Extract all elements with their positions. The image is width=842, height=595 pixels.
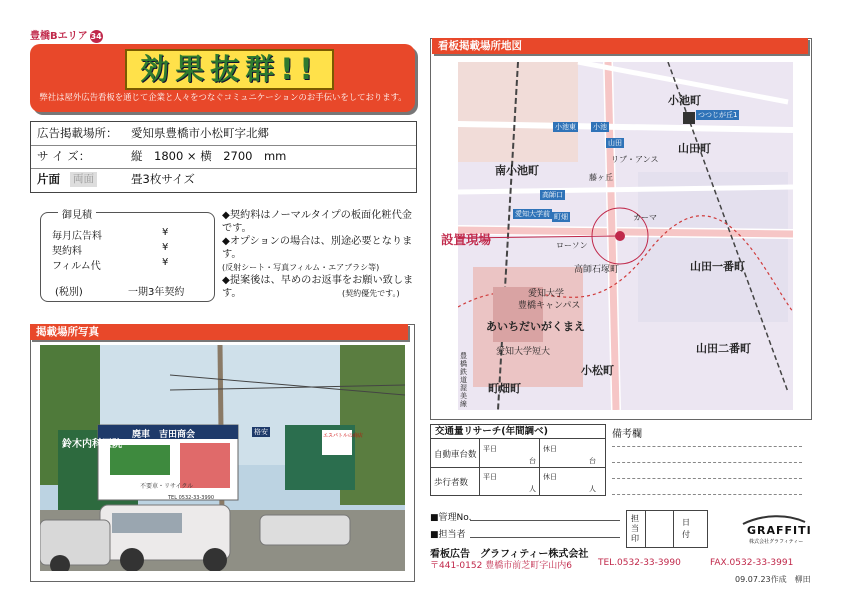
site-photo bbox=[40, 345, 405, 571]
side-label: 片面 bbox=[37, 172, 60, 186]
spec-table bbox=[30, 121, 417, 193]
weekday-label: 平日 bbox=[483, 473, 497, 481]
traffic-row-pedestrians bbox=[431, 468, 605, 496]
area-tag bbox=[30, 27, 103, 43]
photo-section-header: 掲載場所写真 bbox=[30, 324, 408, 340]
remarks-line bbox=[612, 446, 802, 447]
company-name: 看板広告 グラフィティー株式会社 bbox=[430, 549, 589, 560]
map-label: 豊橋鉄道渥美線 bbox=[460, 352, 467, 408]
stamp-label: 担当印 bbox=[631, 514, 639, 543]
headline-subtitle: 弊社は屋外広告看板を通じて企業と人々をつなぐコミュニケーションのお手伝いをしております。 bbox=[39, 92, 407, 102]
map-label: ローソン bbox=[556, 241, 588, 250]
area-label: 豊橋Bエリア bbox=[30, 31, 88, 42]
map-label: 町畑町 bbox=[488, 382, 521, 395]
traffic-divider bbox=[479, 439, 480, 495]
stamp-box bbox=[626, 510, 708, 548]
estimate-row-value: ¥ bbox=[162, 242, 169, 253]
map-label: 藤ヶ丘 bbox=[589, 173, 613, 182]
location-map bbox=[458, 62, 793, 410]
holiday-label: 休日 bbox=[543, 445, 557, 453]
date-label: 日付 bbox=[682, 518, 690, 539]
map-bus-label: つつじが丘1 bbox=[698, 111, 738, 119]
weekday-label: 平日 bbox=[483, 445, 497, 453]
estimate-row-label: 契約料 bbox=[52, 246, 82, 257]
site-label: 設置現場 bbox=[441, 232, 492, 247]
area-number-badge: 34 bbox=[90, 32, 102, 41]
location-value: 愛知県豊橋市小松町字北郷 bbox=[131, 126, 269, 140]
map-label: カーマ bbox=[633, 213, 657, 222]
car-count-label: 自動車台数 bbox=[434, 450, 477, 460]
estimate-row-label: 毎月広告料 bbox=[52, 231, 102, 242]
scrap-sign: 廃車 吉田商会 bbox=[132, 430, 196, 440]
location-label: 広告掲載場所： bbox=[37, 126, 118, 140]
clinic-sign: 鈴木内科医院 bbox=[62, 439, 122, 450]
map-label: 高師石塚町 bbox=[574, 265, 620, 275]
side-value: 畳3枚サイズ bbox=[131, 172, 195, 186]
note-3-sub: (契約優先です。) bbox=[342, 289, 400, 298]
sign-phone: TEL 0532-33-3990 bbox=[168, 495, 215, 501]
estimate-row bbox=[52, 227, 169, 242]
map-label: 愛知大学短大 bbox=[496, 347, 551, 357]
stamp-divider bbox=[645, 511, 646, 547]
spec-row-size bbox=[31, 145, 416, 169]
cheap-sign: 格安 bbox=[254, 428, 268, 436]
map-label: 小松町 bbox=[581, 364, 614, 377]
note-3: ◆提案後は、早めのお返事をお願い致します。 bbox=[222, 275, 414, 299]
unit-label: 台 bbox=[529, 457, 536, 465]
traffic-title: 交通量リサーチ(年間調べ) bbox=[431, 425, 605, 439]
traffic-divider bbox=[539, 439, 540, 495]
side-alt-label: 両面 bbox=[70, 172, 97, 187]
note-2-sub: (反射シート・写真フィルム・エアブラシ等) bbox=[222, 263, 380, 272]
estimate-title: 御見積 bbox=[58, 206, 96, 221]
headline-banner bbox=[30, 44, 415, 112]
size-value: 縦 1800 × 横 2700 mm bbox=[131, 149, 287, 163]
stamp-divider bbox=[673, 511, 674, 547]
estimate-tax-note: (税別) bbox=[55, 287, 83, 298]
spec-row-side bbox=[31, 168, 416, 191]
remarks-line bbox=[612, 462, 802, 463]
map-roads bbox=[458, 62, 793, 410]
logo-subtext: 株式会社グラフィティー bbox=[749, 539, 804, 545]
map-bus-label: 町畑 bbox=[554, 213, 568, 221]
traffic-research-table bbox=[430, 424, 606, 496]
map-bus-label: 山田 bbox=[608, 139, 622, 147]
note-1: ◆契約料はノーマルタイプの板面化粧代金です。 bbox=[222, 210, 412, 234]
contract-notes bbox=[222, 209, 417, 300]
company-fax: FAX.0532-33-3991 bbox=[710, 558, 794, 568]
estimate-row-value: ¥ bbox=[162, 227, 169, 238]
map-bus-label: 高師口 bbox=[542, 191, 563, 199]
recycle-sign: 不要車・リサイクル bbox=[140, 483, 194, 490]
person-in-charge-line bbox=[470, 537, 620, 538]
remarks-line bbox=[612, 478, 802, 479]
pedestrian-count-label: 歩行者数 bbox=[434, 478, 469, 488]
person-in-charge-label: ■担当者 bbox=[430, 530, 466, 540]
shop-sign: エスパトルの商店 bbox=[323, 433, 363, 439]
unit-label: 台 bbox=[589, 457, 596, 465]
management-no-line bbox=[470, 520, 620, 521]
map-label: リブ・アンス bbox=[611, 155, 659, 164]
headline-title: 効果抜群!! bbox=[140, 52, 319, 86]
estimate-row bbox=[52, 242, 169, 257]
map-label: 小池町 bbox=[668, 94, 701, 107]
map-label: あいちだいがくまえ bbox=[486, 320, 585, 333]
remarks-line bbox=[612, 494, 802, 495]
company-tel: TEL.0532-33-3990 bbox=[598, 558, 681, 568]
traffic-row-cars bbox=[431, 440, 605, 468]
map-label: 豊橋キャンパス bbox=[518, 301, 581, 311]
map-bus-label: 小池 bbox=[593, 123, 607, 131]
map-label: 山田町 bbox=[678, 142, 711, 155]
map-section-header: 看板掲載場所地図 bbox=[432, 38, 808, 54]
created-note: 09.07.23作成 柳田 bbox=[735, 575, 811, 584]
note-2: ◆オプションの場合は、別途必要となります。 bbox=[222, 236, 413, 260]
company-logo bbox=[733, 512, 812, 548]
map-label: 南小池町 bbox=[495, 164, 539, 177]
spec-row-location bbox=[31, 122, 416, 146]
holiday-label: 休日 bbox=[543, 473, 557, 481]
unit-label: 人 bbox=[589, 485, 596, 493]
site-photo-illustration bbox=[40, 345, 405, 571]
logo-text: GRAFFITI bbox=[747, 524, 812, 537]
estimate-term: 一期3年契約 bbox=[128, 287, 185, 298]
map-label: 山田二番町 bbox=[696, 342, 751, 355]
headline-title-box bbox=[125, 49, 334, 90]
management-no-label: ■管理No. bbox=[430, 513, 472, 523]
estimate-row bbox=[52, 257, 169, 272]
unit-label: 人 bbox=[529, 485, 536, 493]
map-bus-label: 小池東 bbox=[555, 123, 576, 131]
size-label: サ イ ズ： bbox=[37, 149, 91, 163]
company-address: 〒441-0152 豊橋市前芝町字山内6 bbox=[430, 561, 572, 571]
estimate-row-label: フィルム代 bbox=[52, 261, 101, 272]
map-label: 愛知大学 bbox=[528, 289, 565, 299]
remarks-title: 備考欄 bbox=[612, 429, 642, 440]
map-label: 山田一番町 bbox=[690, 260, 745, 273]
map-station-label: 愛知大学前 bbox=[515, 210, 550, 218]
estimate-row-value: ¥ bbox=[162, 257, 169, 268]
